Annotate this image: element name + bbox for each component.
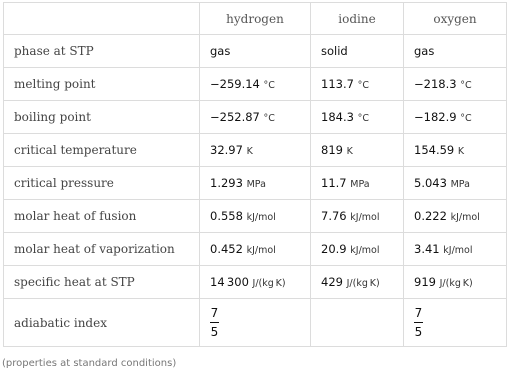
oxygen-value: 5.043 MPa bbox=[404, 167, 507, 200]
oxygen-value: 3.41 kJ/mol bbox=[404, 233, 507, 266]
header-hydrogen: hydrogen bbox=[200, 3, 311, 35]
footnote: (properties at standard conditions) bbox=[2, 358, 177, 369]
row-label: adiabatic index bbox=[4, 299, 200, 347]
unit: MPa bbox=[350, 179, 370, 190]
oxygen-value: 0.222 kJ/mol bbox=[404, 200, 507, 233]
denominator: 5 bbox=[210, 325, 219, 339]
row-melting-point bbox=[4, 68, 507, 101]
oxygen-value: −182.9 °C bbox=[404, 101, 507, 134]
row-boiling-point bbox=[4, 101, 507, 134]
iodine-value bbox=[311, 299, 404, 347]
unit: kJ/mol bbox=[443, 245, 473, 256]
unit: J/(kg K) bbox=[439, 278, 473, 289]
row-molar-heat-of-fusion bbox=[4, 200, 507, 233]
unit: K bbox=[246, 146, 253, 157]
unit: kJ/mol bbox=[246, 212, 276, 223]
row-label: molar heat of fusion bbox=[4, 200, 200, 233]
unit: MPa bbox=[246, 179, 266, 190]
hydrogen-value: 0.452 kJ/mol bbox=[200, 233, 311, 266]
oxygen-value bbox=[404, 299, 507, 347]
row-label: melting point bbox=[4, 68, 200, 101]
unit: J/(kg K) bbox=[346, 278, 380, 289]
iodine-value: 11.7 MPa bbox=[311, 167, 404, 200]
hydrogen-value: gas bbox=[200, 35, 311, 68]
iodine-value: 20.9 kJ/mol bbox=[311, 233, 404, 266]
oxygen-value: gas bbox=[404, 35, 507, 68]
properties-table bbox=[3, 2, 507, 347]
iodine-value: 819 K bbox=[311, 134, 404, 167]
unit: kJ/mol bbox=[350, 212, 380, 223]
oxygen-value: 154.59 K bbox=[404, 134, 507, 167]
hydrogen-value: 0.558 kJ/mol bbox=[200, 200, 311, 233]
unit: °C bbox=[357, 80, 369, 91]
header-row bbox=[4, 3, 507, 35]
fraction-bar bbox=[414, 322, 423, 323]
oxygen-value: 919 J/(kg K) bbox=[404, 266, 507, 299]
header-oxygen: oxygen bbox=[404, 3, 507, 35]
hydrogen-value: −252.87 °C bbox=[200, 101, 311, 134]
hydrogen-value: 32.97 K bbox=[200, 134, 311, 167]
header-corner bbox=[4, 3, 200, 35]
hydrogen-value bbox=[200, 299, 311, 347]
unit: K bbox=[346, 146, 353, 157]
row-adiabatic-index bbox=[4, 299, 507, 347]
numerator: 7 bbox=[414, 306, 423, 320]
iodine-value: solid bbox=[311, 35, 404, 68]
fraction bbox=[414, 306, 423, 339]
unit: kJ/mol bbox=[350, 245, 380, 256]
unit: J/(kg K) bbox=[252, 278, 286, 289]
hydrogen-value: −259.14 °C bbox=[200, 68, 311, 101]
row-label: critical pressure bbox=[4, 167, 200, 200]
fraction-bar bbox=[210, 322, 219, 323]
unit: °C bbox=[263, 80, 275, 91]
unit: MPa bbox=[450, 179, 470, 190]
oxygen-value: −218.3 °C bbox=[404, 68, 507, 101]
unit: °C bbox=[460, 113, 472, 124]
row-label: specific heat at STP bbox=[4, 266, 200, 299]
row-label: critical temperature bbox=[4, 134, 200, 167]
unit: kJ/mol bbox=[450, 212, 480, 223]
iodine-value: 7.76 kJ/mol bbox=[311, 200, 404, 233]
hydrogen-value: 1.293 MPa bbox=[200, 167, 311, 200]
iodine-value: 113.7 °C bbox=[311, 68, 404, 101]
unit: °C bbox=[263, 113, 275, 124]
hydrogen-value: 14 300 J/(kg K) bbox=[200, 266, 311, 299]
row-phase-at-stp bbox=[4, 35, 507, 68]
unit: kJ/mol bbox=[246, 245, 276, 256]
row-label: phase at STP bbox=[4, 35, 200, 68]
row-molar-heat-of-vaporization bbox=[4, 233, 507, 266]
iodine-value: 184.3 °C bbox=[311, 101, 404, 134]
unit: °C bbox=[460, 80, 472, 91]
iodine-value: 429 J/(kg K) bbox=[311, 266, 404, 299]
row-critical-temperature bbox=[4, 134, 507, 167]
row-critical-pressure bbox=[4, 167, 507, 200]
header-iodine: iodine bbox=[311, 3, 404, 35]
row-specific-heat-at-stp bbox=[4, 266, 507, 299]
row-label: boiling point bbox=[4, 101, 200, 134]
row-label: molar heat of vaporization bbox=[4, 233, 200, 266]
denominator: 5 bbox=[414, 325, 423, 339]
numerator: 7 bbox=[210, 306, 219, 320]
unit: °C bbox=[357, 113, 369, 124]
unit: K bbox=[457, 146, 465, 157]
fraction bbox=[210, 306, 219, 339]
